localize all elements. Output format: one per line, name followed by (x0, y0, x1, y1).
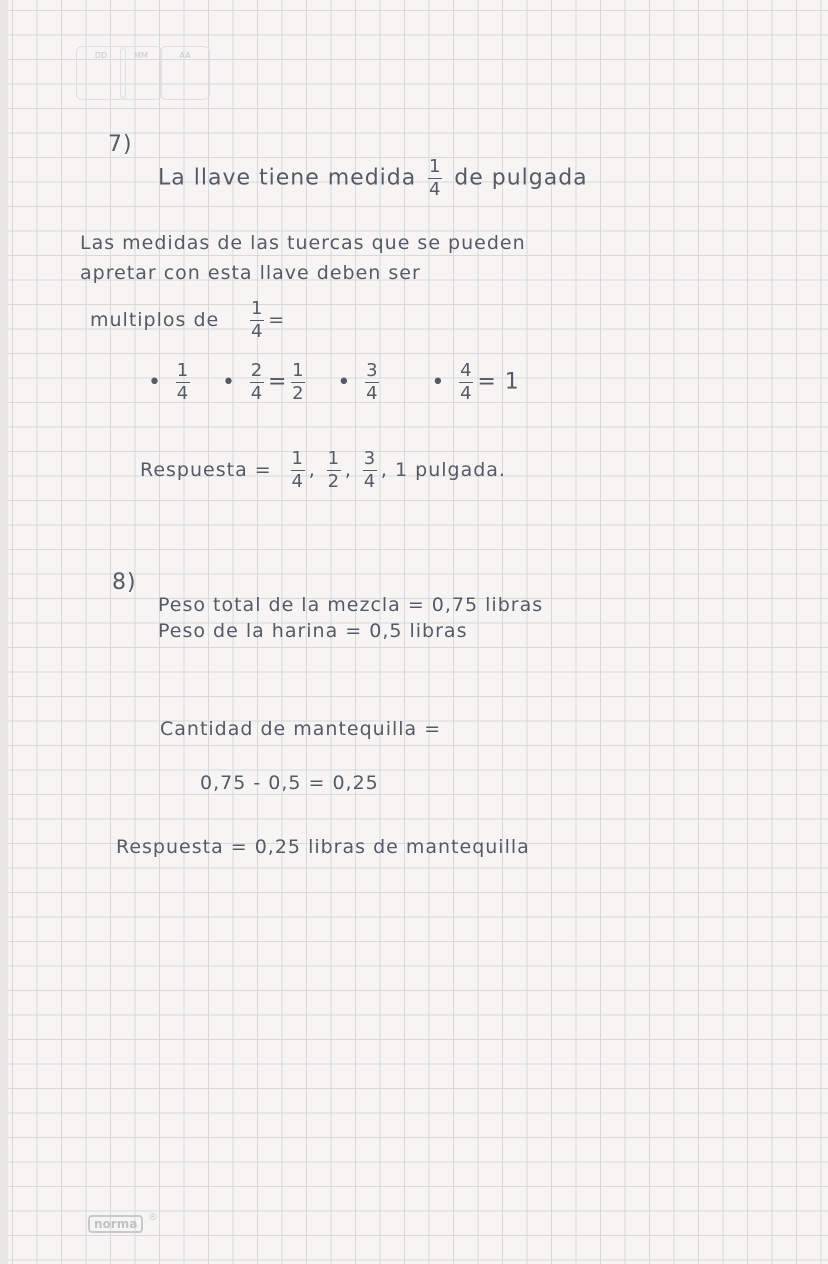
answer-end: 1 pulgada. (395, 459, 506, 481)
denominator: 2 (327, 471, 341, 492)
line1-text: La llave tiene medida (158, 165, 417, 191)
equals: = (267, 369, 288, 395)
answer-label: Respuesta = (140, 459, 272, 481)
line4-text: multiplos de (90, 309, 220, 331)
fraction (176, 362, 190, 403)
problem-8-line3: Cantidad de mantequilla = (160, 718, 442, 740)
problem-8-answer: Respuesta = 0,25 libras de mantequilla (116, 836, 530, 858)
fraction (291, 362, 305, 403)
bullet: • (337, 369, 352, 395)
fraction (250, 300, 264, 341)
registered-mark: ® (148, 1212, 158, 1223)
equals-one: = 1 (477, 369, 520, 395)
problem-8-calc: 0,75 - 0,5 = 0,25 (200, 772, 379, 794)
fraction (459, 362, 473, 403)
fraction (327, 450, 341, 491)
problem-8-line1: Peso total de la mezcla = 0,75 libras (158, 594, 544, 616)
bullet: • (221, 369, 236, 395)
denominator: 4 (176, 383, 190, 404)
date-box-day (76, 46, 126, 100)
numerator: 1 (251, 298, 264, 319)
fraction (428, 158, 442, 199)
multiples-list (148, 362, 520, 403)
problem-7-answer: Respuesta = $\frac{1}{4}$ , $\frac{1}{2}$ , $\frac{3}{4}$ , 1 pulgada. (140, 448, 506, 492)
denominator: 4 (363, 471, 377, 492)
date-box-year (160, 46, 210, 100)
denominator: 4 (460, 383, 473, 404)
line1-end: de pulgada (454, 165, 588, 191)
bullet: • (431, 369, 446, 395)
numerator: 1 (429, 156, 442, 177)
numerator: 1 (292, 360, 305, 381)
date-box-month (120, 46, 162, 100)
numerator: 3 (366, 360, 379, 381)
denominator: 2 (292, 383, 305, 404)
day-label: DD (94, 51, 108, 60)
denominator: 4 (250, 383, 264, 404)
denominator: 4 (366, 383, 379, 404)
year-label: AA (179, 51, 191, 60)
denominator: 4 (291, 471, 304, 492)
numerator: 1 (176, 360, 190, 381)
problem-7-line3: apretar con esta llave deben ser (80, 262, 421, 284)
fraction (250, 362, 264, 403)
brand-logo: norma (88, 1215, 143, 1233)
numerator: 4 (460, 360, 473, 381)
numerator: 3 (363, 448, 377, 469)
denominator: 4 (429, 179, 442, 200)
month-label: MM (134, 51, 148, 60)
fraction (365, 362, 379, 403)
numerator: 1 (327, 448, 341, 469)
problem-8-line2: Peso de la harina = 0,5 libras (158, 620, 468, 642)
problem-7-line1 (158, 158, 588, 199)
numerator: 1 (291, 448, 304, 469)
problem-7-number: 7) (108, 132, 133, 157)
fraction (291, 450, 305, 491)
denominator: 4 (251, 321, 264, 342)
fraction (363, 450, 377, 491)
problem-7-line4 (90, 300, 285, 341)
problem-8-number: 8) (112, 570, 137, 595)
numerator: 2 (250, 360, 264, 381)
bullet: • (148, 369, 162, 395)
problem-7-line2: Las medidas de las tuercas que se pueden (80, 232, 526, 254)
equals: = (268, 309, 286, 331)
notebook-page (8, 0, 828, 1264)
